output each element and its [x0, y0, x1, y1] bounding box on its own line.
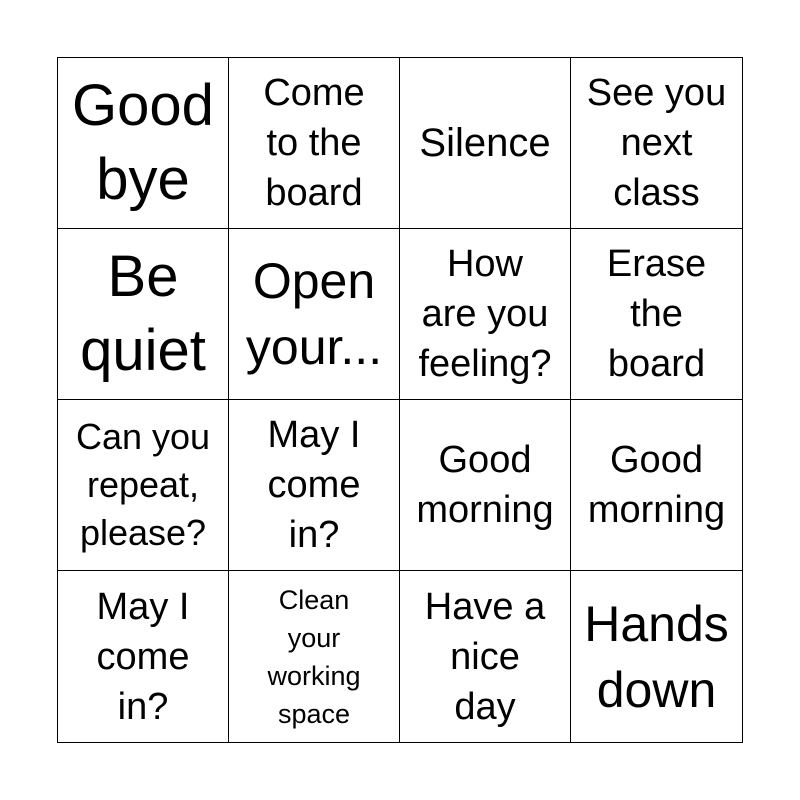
cell-text: Good morning — [416, 439, 554, 531]
cell-text: Clean your working space — [267, 584, 361, 729]
cell-text: May I come in? — [96, 585, 190, 728]
bingo-cell[interactable] — [58, 229, 229, 400]
bingo-cell[interactable] — [571, 400, 742, 571]
bingo-cell[interactable] — [58, 58, 229, 229]
cell-text: Be quiet — [80, 244, 206, 383]
bingo-cell[interactable] — [229, 571, 400, 742]
bingo-cell[interactable] — [229, 58, 400, 229]
cell-text: Silence — [419, 121, 551, 165]
cell-text: Can you repeat, please? — [75, 416, 211, 553]
bingo-cell[interactable] — [229, 400, 400, 571]
bingo-cell[interactable] — [571, 58, 742, 229]
cell-text: See you next class — [586, 72, 727, 214]
cell-text: Hands down — [584, 595, 729, 718]
cell-text: Good morning — [587, 439, 726, 531]
bingo-cell[interactable] — [571, 229, 742, 400]
cell-text: Open your... — [245, 253, 383, 375]
bingo-cell[interactable] — [400, 229, 571, 400]
cell-text: Erase the board — [606, 243, 707, 385]
bingo-cell[interactable] — [571, 571, 742, 742]
bingo-cell[interactable] — [58, 571, 229, 742]
bingo-card — [57, 57, 743, 743]
bingo-cell[interactable] — [229, 229, 400, 400]
cell-text: Come to the board — [263, 72, 365, 214]
bingo-cell[interactable] — [58, 400, 229, 571]
cell-text: How are you feeling? — [418, 243, 552, 385]
bingo-cell[interactable] — [400, 58, 571, 229]
cell-text: Have a nice day — [424, 585, 546, 728]
cell-text: May I come in? — [267, 414, 361, 556]
bingo-cell[interactable] — [400, 400, 571, 571]
bingo-cell[interactable] — [400, 571, 571, 742]
cell-text: Good bye — [72, 73, 214, 212]
